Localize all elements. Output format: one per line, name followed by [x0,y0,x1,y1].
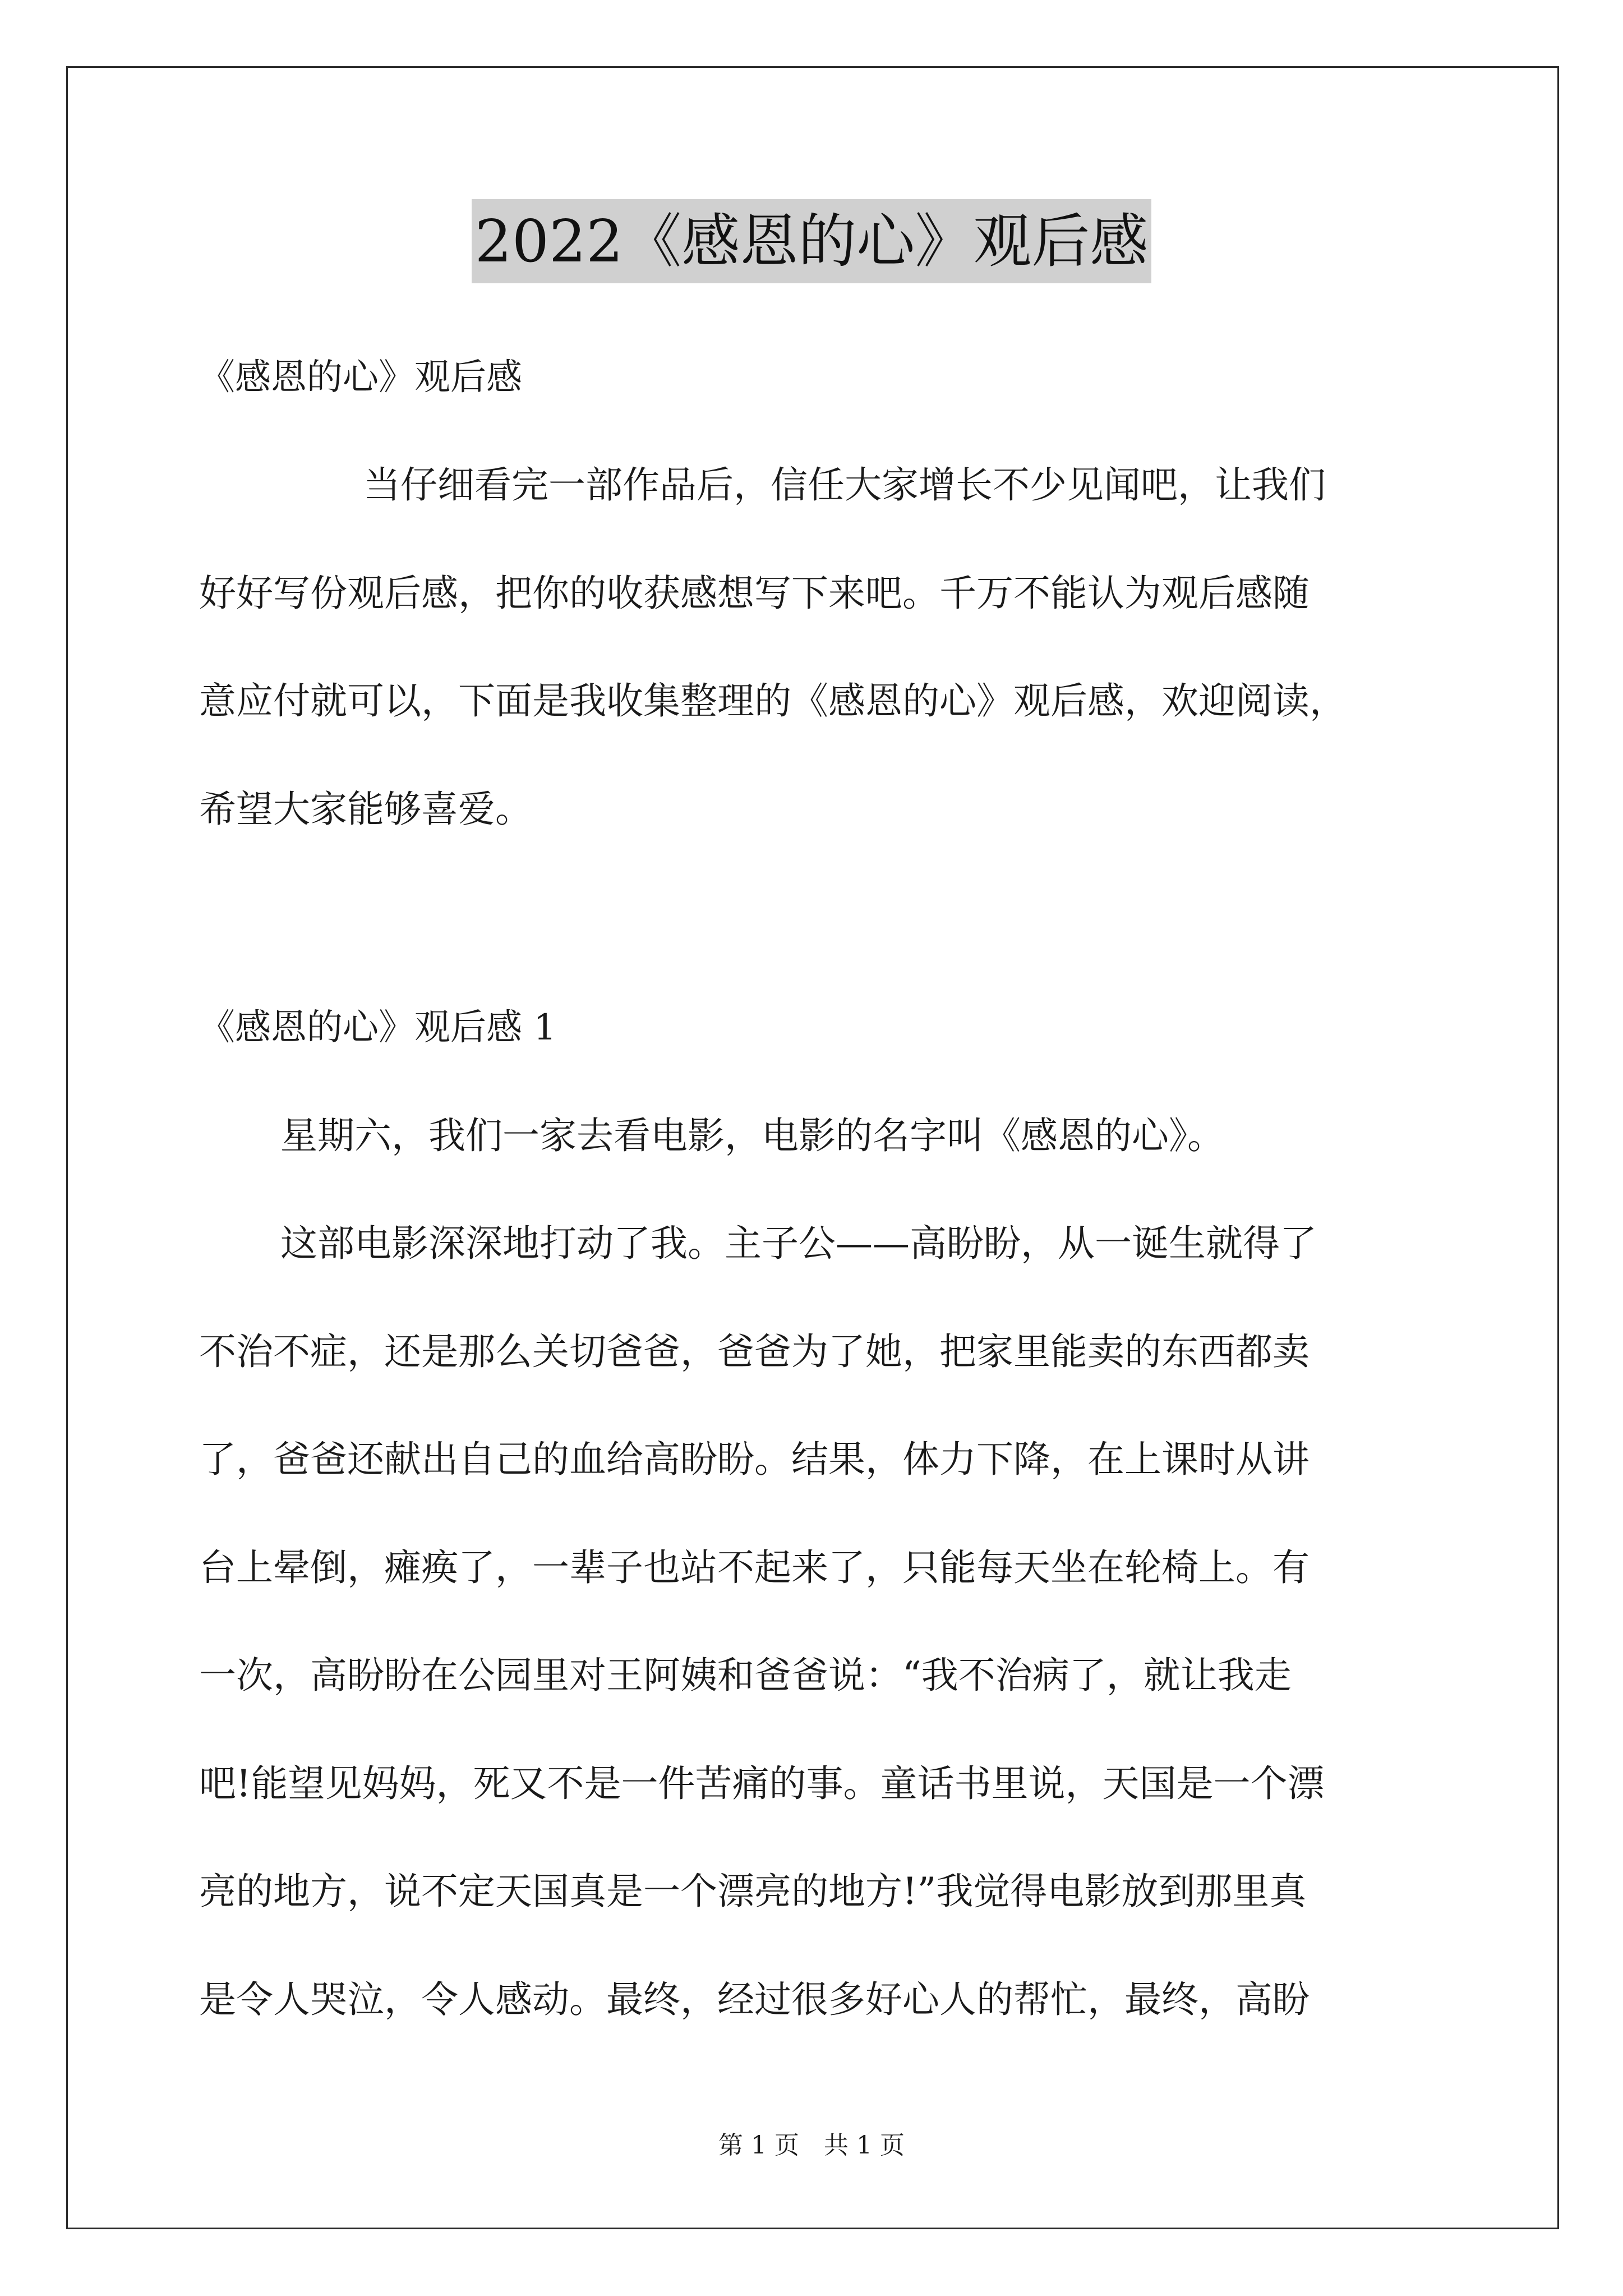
section1-para2-line-5: 一次，高盼盼在公园里对王阿姨和爸爸说：“我不治病了，就让我走 [199,1654,1292,1697]
section1-para2-line-2: 不治不症，还是那么关切爸爸，爸爸为了她，把家里能卖的东西都卖 [199,1330,1310,1373]
document-title-wrap [0,199,1623,283]
intro-heading: 《感恩的心》观后感 [199,357,522,398]
document-title: 2022《感恩的心》观后感 [472,199,1152,283]
section1-para2-line-8: 是令人哭泣，令人感动。最终，经过很多好心人的帮忙，最终，高盼 [199,1978,1310,2021]
page-footer: 第 1 页 共 1 页 [718,2131,905,2160]
intro-line-1: 当仔细看完一部作品后，信任大家增长不少见闻吧，让我们 [363,463,1326,507]
section1-para2-line-7: 亮的地方，说不定天国真是一个漂亮的地方!”我觉得电影放到那里真 [199,1870,1307,1913]
section1-heading: 《感恩的心》观后感 1 [199,1007,557,1048]
section1-para1: 星期六，我们一家去看电影，电影的名字叫《感恩的心》。 [280,1114,1224,1157]
intro-line-2: 好好写份观后感，把你的收获感想写下来吧。千万不能认为观后感随 [199,572,1310,615]
section1-para2-line-4: 台上晕倒，瘫痪了，一辈子也站不起来了，只能每天坐在轮椅上。有 [199,1546,1310,1589]
intro-line-4: 希望大家能够喜爱。 [199,788,532,831]
section1-para2-line-3: 了，爸爸还献出自己的血给高盼盼。结果，体力下降，在上课时从讲 [199,1438,1310,1481]
intro-line-3: 意应付就可以，下面是我收集整理的《感恩的心》观后感，欢迎阅读， [199,679,1347,723]
section1-para2-line-6: 吧!能望见妈妈，死又不是一件苦痛的事。童话书里说，天国是一个漂 [199,1762,1325,1805]
section1-para2-line-1: 这部电影深深地打动了我。主子公——高盼盼，从一诞生就得了 [280,1222,1317,1265]
